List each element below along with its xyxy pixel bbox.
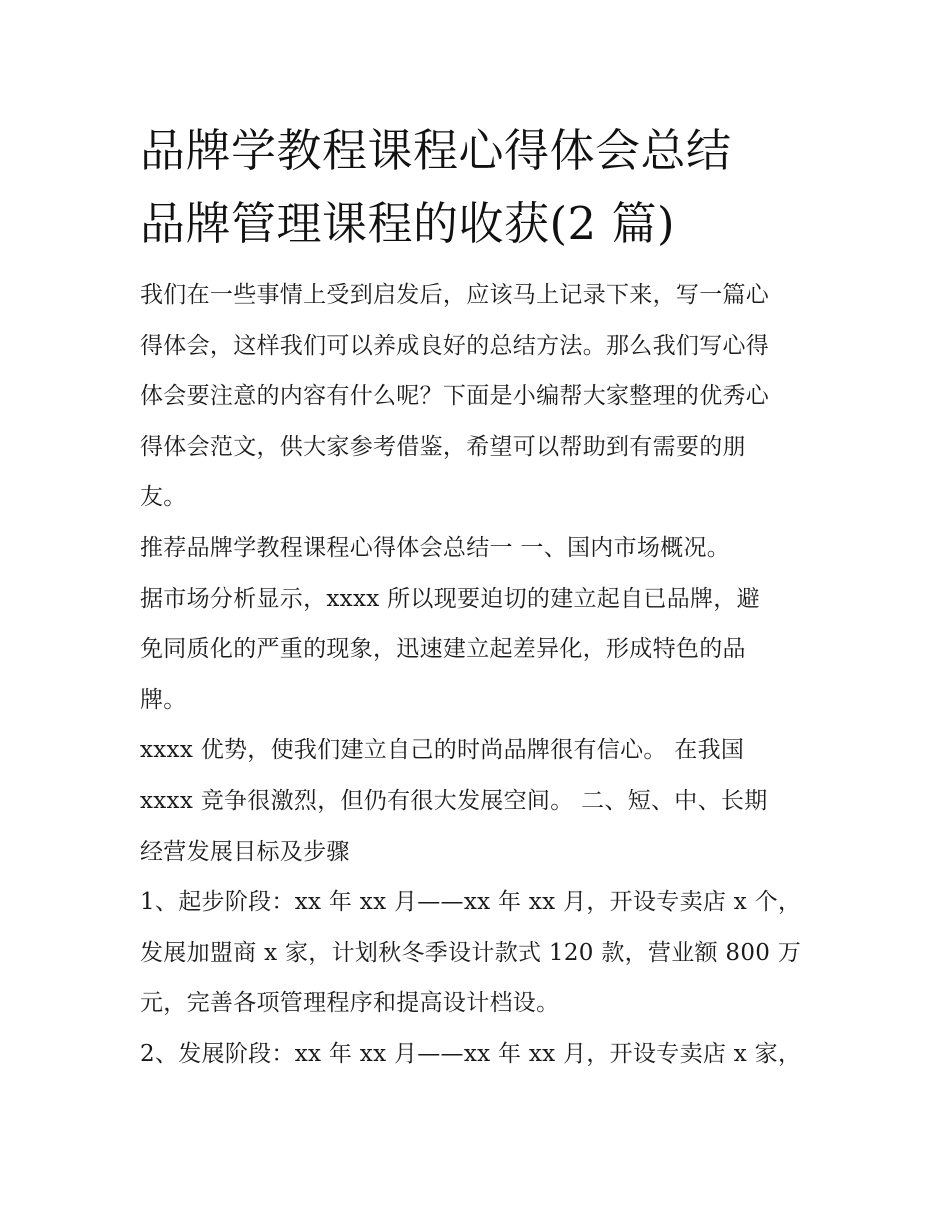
text-line: 牌。 [140, 686, 187, 713]
document-page [140, 114, 820, 1080]
advantage-paragraph [140, 725, 820, 877]
stage-1-paragraph [140, 877, 820, 1029]
text-line: xxxx 竞争很激烈，但仍有很大发展空间。 二、短、中、长期 [140, 787, 768, 814]
document-body [140, 270, 820, 1080]
text-line: xxxx 优势，使我们建立自己的时尚品牌很有信心。 在我国 [140, 737, 745, 764]
text-line: 体会要注意的内容有什么呢？下面是小编帮大家整理的优秀心 [140, 383, 770, 410]
stage-2-paragraph [140, 1029, 820, 1080]
document-title [140, 114, 820, 260]
text-line: 2、发展阶段：xx 年 xx 月——xx 年 xx 月，开设专卖店 x 家， [140, 1040, 802, 1067]
text-line: 1、起步阶段：xx 年 xx 月——xx 年 xx 月，开设专卖店 x 个， [140, 889, 802, 916]
market-analysis-paragraph [140, 574, 820, 726]
text-line: 得体会范文，供大家参考借鉴，希望可以帮助到有需要的朋 [140, 433, 746, 460]
text-line: 推荐品牌学教程课程心得体会总结一 一、国内市场概况。 [140, 534, 731, 561]
text-line: 得体会，这样我们可以养成良好的总结方法。那么我们写心得 [140, 332, 770, 359]
text-line: 发展加盟商 x 家，计划秋冬季设计款式 120 款，营业额 800 万 [140, 939, 802, 966]
intro-paragraph [140, 270, 820, 523]
text-line: 经营发展目标及步骤 [140, 838, 350, 865]
text-line: 我们在一些事情上受到启发后，应该马上记录下来，写一篇心 [140, 282, 770, 308]
title-line-2: 品牌管理课程的收获(2 篇) [140, 197, 676, 250]
text-line: 友。 [140, 484, 187, 511]
text-line: 免同质化的严重的现象，迅速建立起差异化，形成特色的品 [140, 636, 746, 663]
text-line: 据市场分析显示，xxxx 所以现要迫切的建立起自已品牌，避 [140, 585, 760, 612]
title-line-1: 品牌学教程课程心得体会总结 [140, 124, 732, 177]
section-heading-paragraph [140, 523, 820, 574]
text-line: 元，完善各项管理程序和提高设计档设。 [140, 990, 560, 1017]
